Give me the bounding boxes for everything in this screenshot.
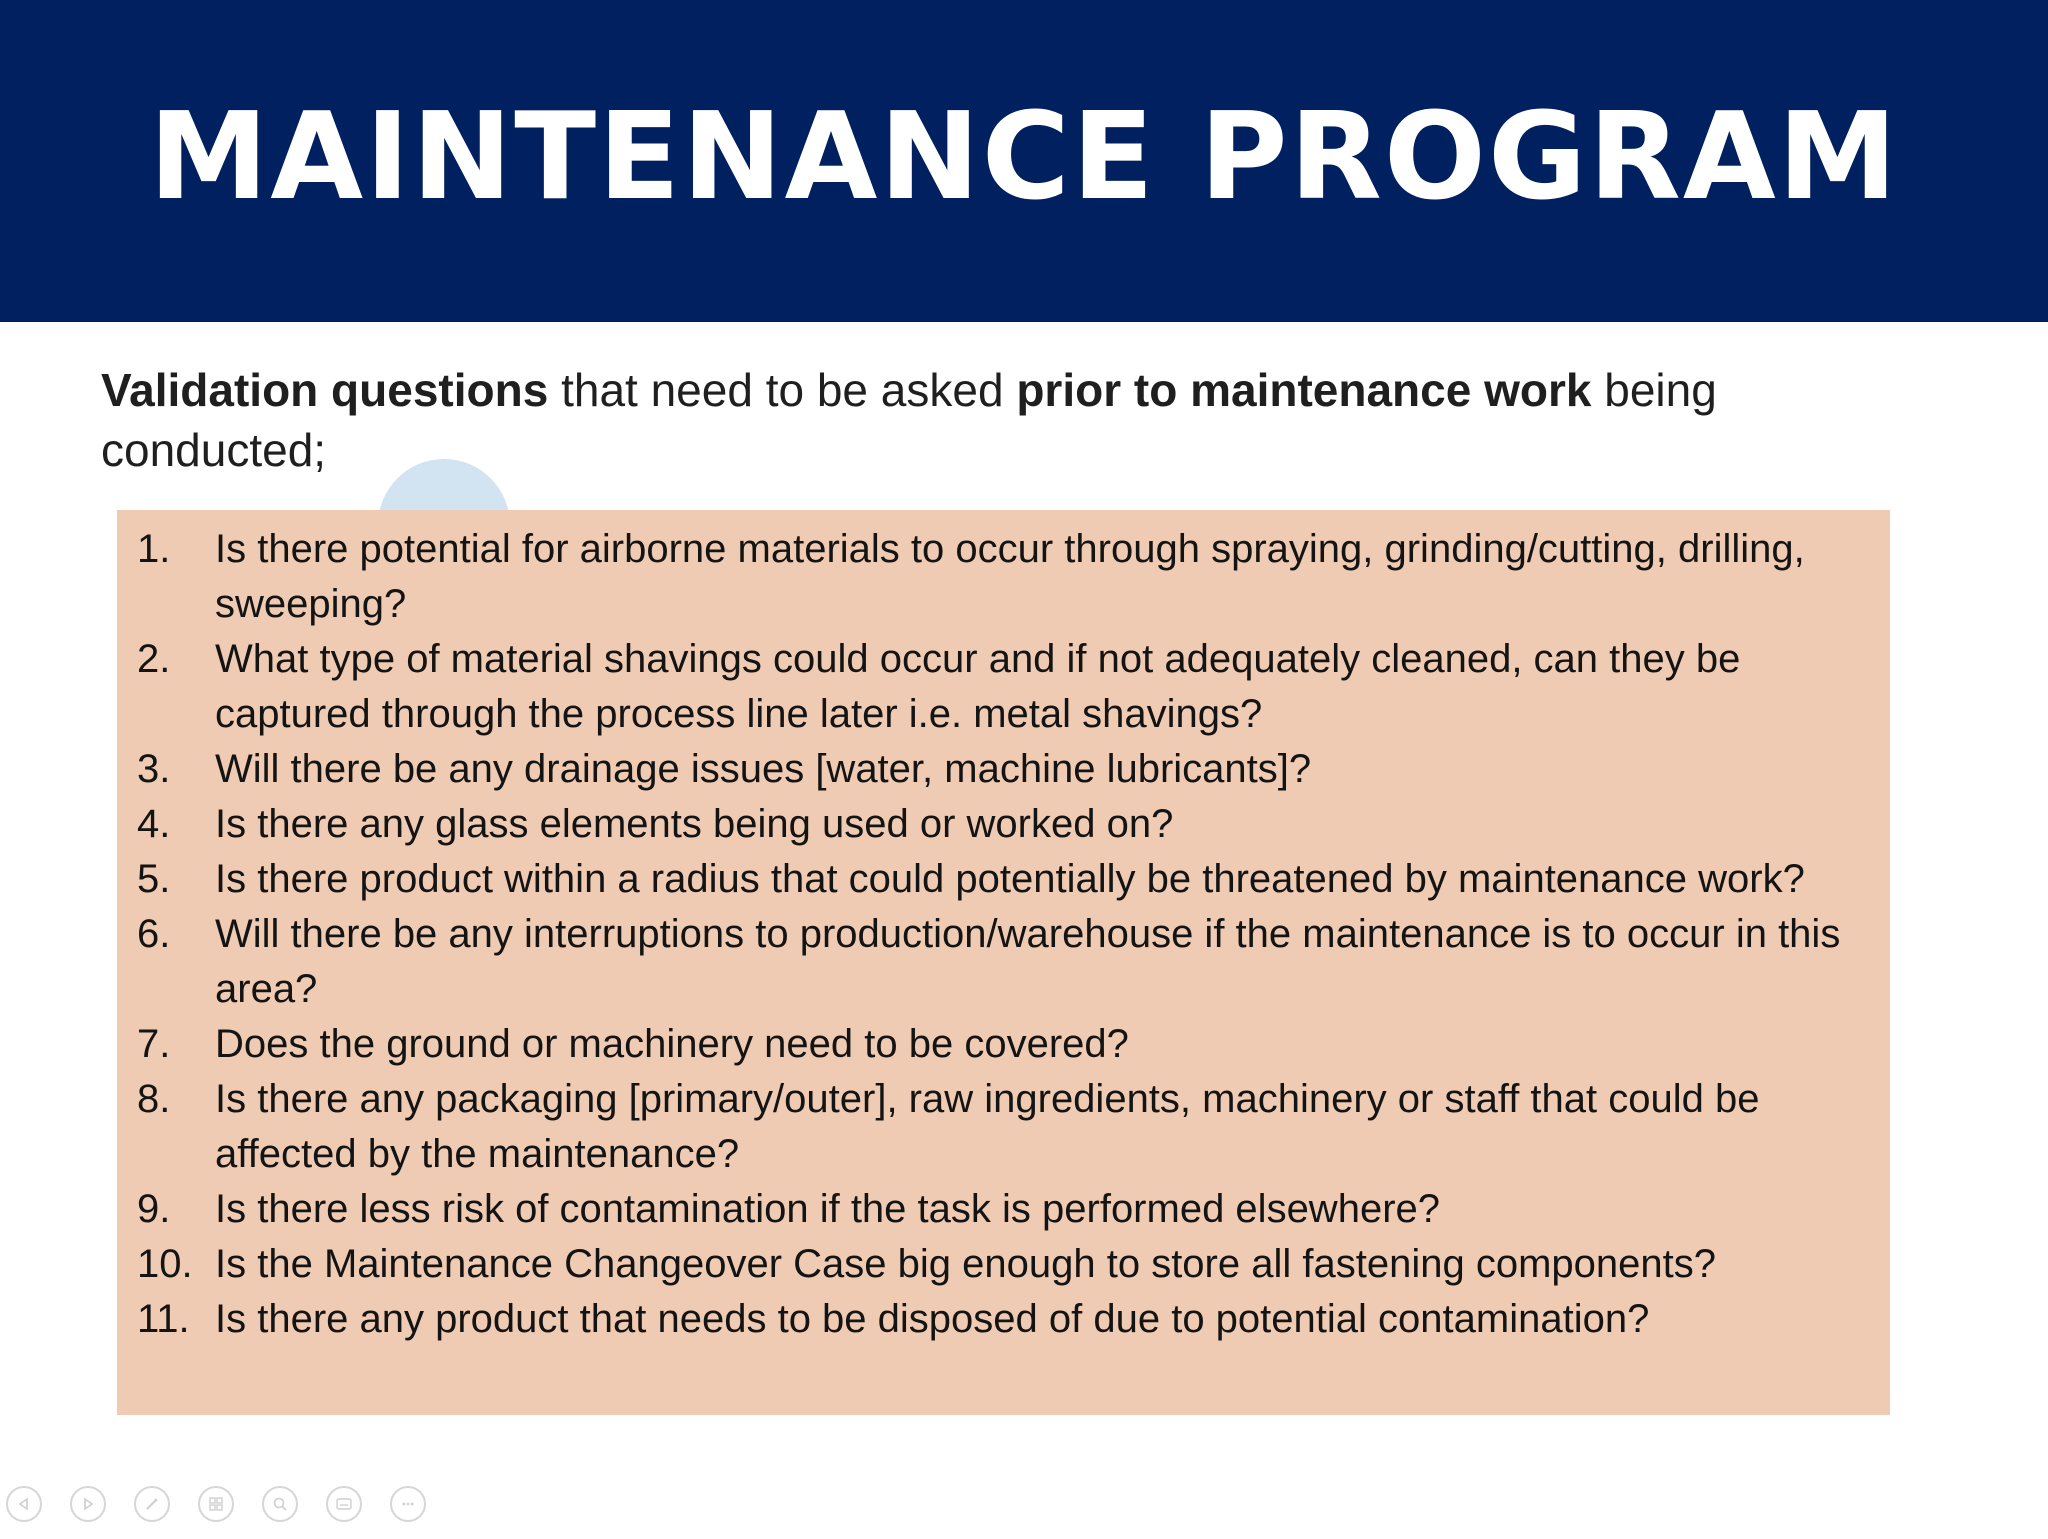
validation-questions-box — [117, 510, 1890, 1415]
more-icon — [398, 1494, 418, 1514]
question-text: Is there product within a radius that could potentially be threatened by maintenance work? — [215, 857, 1805, 901]
question-number: 6. — [137, 912, 171, 956]
intro-bold-prior: prior to maintenance work — [1016, 364, 1592, 416]
question-item — [117, 852, 1890, 907]
question-item — [117, 1182, 1890, 1237]
question-text: Does the ground or machinery need to be covered? — [215, 1022, 1129, 1066]
question-text: Is there less risk of contamination if the task is performed elsewhere? — [215, 1187, 1440, 1231]
page-title: MAINTENANCE PROGRAM — [148, 88, 1900, 227]
next-slide-button[interactable] — [70, 1486, 106, 1522]
question-text: Is the Maintenance Changeover Case big enough to store all fastening components? — [215, 1242, 1716, 1286]
question-number: 1. — [137, 527, 171, 571]
question-text: Is there any glass elements being used or worked on? — [215, 802, 1174, 846]
question-list — [117, 510, 1890, 1347]
previous-slide-button[interactable] — [6, 1486, 42, 1522]
question-item — [117, 797, 1890, 852]
next-icon — [78, 1494, 98, 1514]
question-item — [117, 522, 1890, 632]
question-text: Will there be any interruptions to production/warehouse if the maintenance is to occur in this area? — [215, 912, 1841, 1011]
question-item — [117, 1292, 1890, 1347]
question-number: 9. — [137, 1187, 171, 1231]
previous-icon — [14, 1494, 34, 1514]
question-text: What type of material shavings could occur and if not adequately cleaned, can they be captured through the process line later i.e. metal shavings? — [215, 637, 1741, 736]
zoom-button[interactable] — [262, 1486, 298, 1522]
see-all-slides-button[interactable] — [198, 1486, 234, 1522]
slides-icon — [206, 1494, 226, 1514]
intro-paragraph — [101, 360, 1801, 480]
zoom-icon — [270, 1494, 290, 1514]
subtitles-button[interactable] — [326, 1486, 362, 1522]
question-item — [117, 1072, 1890, 1182]
question-number: 10. — [137, 1242, 193, 1286]
question-number: 5. — [137, 857, 171, 901]
question-item — [117, 1017, 1890, 1072]
subtitles-icon — [334, 1494, 354, 1514]
slideshow-toolbar — [6, 1486, 454, 1522]
question-text: Is there any product that needs to be disposed of due to potential contamination? — [215, 1297, 1650, 1341]
question-number: 8. — [137, 1077, 171, 1121]
question-number: 2. — [137, 637, 171, 681]
more-options-button[interactable] — [390, 1486, 426, 1522]
pen-tool-button[interactable] — [134, 1486, 170, 1522]
question-item — [117, 742, 1890, 797]
question-text: Is there any packaging [primary/outer], raw ingredients, machinery or staff that could be affected by the maintenance? — [215, 1077, 1760, 1176]
question-item — [117, 907, 1890, 1017]
question-text: Is there potential for airborne materials to occur through spraying, grinding/cutting, drilling, sweeping? — [215, 527, 1805, 626]
question-item — [117, 1237, 1890, 1292]
intro-text-1: that need to be asked — [548, 364, 1017, 416]
question-item — [117, 632, 1890, 742]
question-text: Will there be any drainage issues [water, machine lubricants]? — [215, 747, 1312, 791]
intro-bold-validation: Validation questions — [101, 364, 549, 416]
question-number: 7. — [137, 1022, 171, 1066]
question-number: 3. — [137, 747, 171, 791]
pen-icon — [142, 1494, 162, 1514]
question-number: 11. — [137, 1297, 190, 1341]
question-number: 4. — [137, 802, 171, 846]
intro-text-2: being conducted; — [101, 364, 1717, 476]
